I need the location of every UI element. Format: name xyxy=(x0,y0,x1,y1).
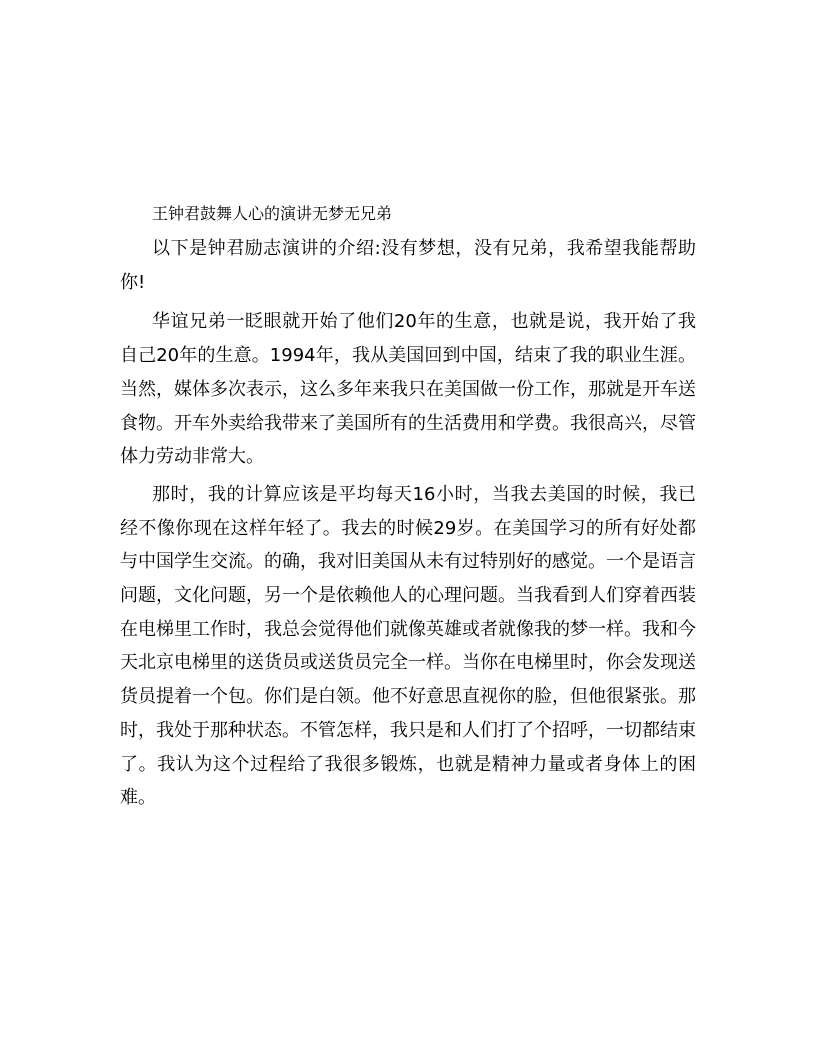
body-paragraph-2: 那时，我的计算应该是平均每天16小时，当我去美国的时候，我已经不像你现在这样年轻了。我去的时候29岁。在美国学习的所有好处都与中国学生交流。的确，我对旧美国从未有过特别好的感觉。一个是语言问题，文化问题，另一个是依赖他人的心理问题。当我看到人们穿着西装在电梯里工作时，我总会觉得他们就像英雄或者就像我的梦一样。我和今天北京电梯里的送货员或送货员完全一样。当你在电梯里时，你会发现送货员提着一个包。你们是白领。他不好意思直视你的脸，但他很紧张。那时，我处于那种状态。不管怎样，我只是和人们打了个招呼，一切都结束了。我认为这个过程给了我很多锻炼，也就是精神力量或者身体上的困难。 xyxy=(120,483,696,809)
document-title: 王钟君鼓舞人心的演讲无梦无兄弟 xyxy=(152,204,393,223)
body-paragraph-1: 华谊兄弟一眨眼就开始了他们20年的生意，也就是说，我开始了我自己20年的生意。1994年，我从美国回到中国，结束了我的职业生涯。当然，媒体多次表示，这么多年来我只在美国做一份工作，那就是开车送食物。开车外卖给我带来了美国所有的生活费用和学费。我很高兴，尽管体力劳动非常大。 xyxy=(120,311,696,468)
intro-paragraph: 以下是钟君励志演讲的介绍:没有梦想，没有兄弟，我希望我能帮助你! xyxy=(120,238,696,293)
document-body xyxy=(120,196,696,819)
